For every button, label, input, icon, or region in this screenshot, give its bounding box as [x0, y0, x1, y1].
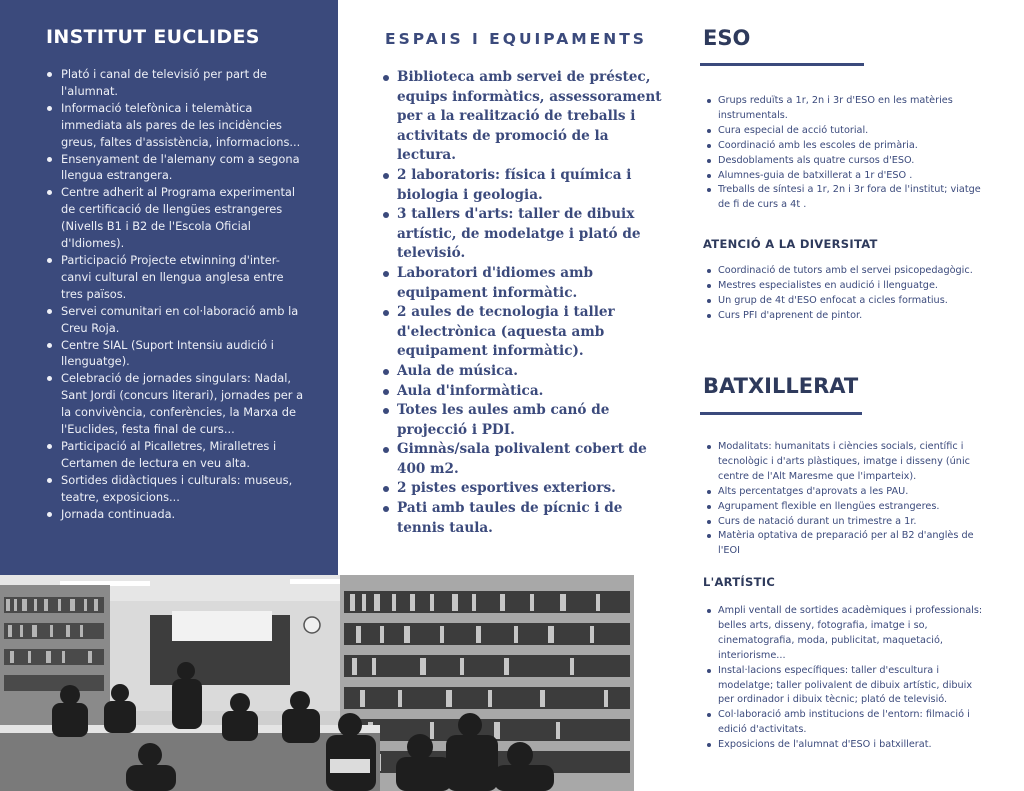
list-item: Col·laboració amb institucions de l'entorn: filmació i edició d'activitats. [704, 708, 984, 738]
left-panel [0, 0, 338, 575]
list-item: Sortides didàctiques i culturals: museus, teatre, exposicions... [46, 472, 308, 506]
list-item: Participació Projecte etwinning d'inter-canvi cultural en llengua anglesa entre tres països. [46, 252, 308, 303]
eso-list [704, 94, 984, 213]
batxillerat-rule [700, 412, 862, 415]
left-list [46, 66, 308, 522]
list-item: Curs PFI d'aprenent de pintor. [704, 309, 984, 324]
diversitat-heading: ATENCIÓ A LA DIVERSITAT [703, 237, 878, 251]
list-item: Alts percentatges d'aprovats a les PAU. [704, 485, 984, 500]
list-item: Alumnes-guia de batxillerat a 1r d'ESO . [704, 169, 984, 184]
list-item: Biblioteca amb servei de préstec, equips informàtics, assessorament per a la realització de treballs i activitats de promoció de la lectura. [382, 68, 670, 166]
list-item: Mestres especialistes en audició i llenguatge. [704, 279, 984, 294]
list-item: Pati amb taules de pícnic i de tennis taula. [382, 499, 670, 538]
list-item: Servei comunitari en col·laboració amb la Creu Roja. [46, 303, 308, 337]
list-item: Treballs de síntesi a 1r, 2n i 3r fora de l'institut; viatge de fi de curs a 4t . [704, 183, 984, 213]
batxillerat-heading: BATXILLERAT [703, 374, 859, 398]
eso-heading: ESO [703, 26, 751, 50]
middle-title: ESPAIS I EQUIPAMENTS [385, 30, 647, 48]
library-photo [0, 575, 634, 791]
list-item: 2 laboratoris: física i química i biologia i geologia. [382, 166, 670, 205]
artistic-list [704, 604, 984, 753]
list-item: Aula de música. [382, 362, 670, 382]
list-item: Laboratori d'idiomes amb equipament informàtic. [382, 264, 670, 303]
list-item: Exposicions de l'alumnat d'ESO i batxillerat. [704, 738, 984, 753]
middle-list [382, 68, 670, 538]
list-item: Cura especial de acció tutorial. [704, 124, 984, 139]
list-item: 2 pistes esportives exteriors. [382, 479, 670, 499]
diversitat-list [704, 264, 984, 324]
list-item: 2 aules de tecnologia i taller d'electrònica (aquesta amb equipament informàtic). [382, 303, 670, 362]
list-item: Instal·lacions específiques: taller d'escultura i modelatge; taller polivalent de dibuix artístic, dibuix per ordinador i dibuix tècnic; plató de televisió. [704, 664, 984, 709]
list-item: Centre adherit al Programa experimental de certificació de llengües estrangeres (Nivells B1 i B2 de l'Escola Oficial d'Idiomes). [46, 184, 308, 252]
list-item: Coordinació amb les escoles de primària. [704, 139, 984, 154]
list-item: Aula d'informàtica. [382, 382, 670, 402]
list-item: Agrupament flexible en llengües estrangeres. [704, 500, 984, 515]
list-item: 3 tallers d'arts: taller de dibuix artístic, de modelatge i plató de televisió. [382, 205, 670, 264]
list-item: Modalitats: humanitats i ciències socials, científic i tecnològic i d'arts plàstiques, imatge i disseny (únic centre de l'Alt Maresme que l'imparteix). [704, 440, 984, 485]
middle-column [340, 30, 670, 538]
list-item: Totes les aules amb canó de projecció i PDI. [382, 401, 670, 440]
list-item: Un grup de 4t d'ESO enfocat a cicles formatius. [704, 294, 984, 309]
list-item: Jornada continuada. [46, 506, 308, 523]
list-item: Coordinació de tutors amb el servei psicopedagògic. [704, 264, 984, 279]
artistic-heading: L'ARTÍSTIC [703, 575, 776, 589]
list-item: Ensenyament de l'alemany com a segona llengua estrangera. [46, 151, 308, 185]
list-item: Ampli ventall de sortides acadèmiques i professionals: belles arts, disseny, fotografia, imatge i so, cinematografia, moda, publicitat, maquetació, interiorisme... [704, 604, 984, 664]
batxillerat-list [704, 440, 984, 559]
list-item: Gimnàs/sala polivalent cobert de 400 m2. [382, 440, 670, 479]
left-title: INSTITUT EUCLIDES [46, 26, 260, 48]
list-item: Plató i canal de televisió per part de l'alumnat. [46, 66, 308, 100]
list-item: Curs de natació durant un trimestre a 1r. [704, 515, 984, 530]
list-item: Matèria optativa de preparació per al B2 d'anglès de l'EOI [704, 529, 984, 559]
list-item: Centre SIAL (Suport Intensiu audició i llenguatge). [46, 337, 308, 371]
list-item: Celebració de jornades singulars: Nadal, Sant Jordi (concurs literari), jornades per a la convivència, conferències, la Marxa de l'Euclides, festa final de curs... [46, 370, 308, 438]
list-item: Informació telefònica i telemàtica immediata als pares de les incidències greus, faltes d'assistència, informacions... [46, 100, 308, 151]
list-item: Grups reduïts a 1r, 2n i 3r d'ESO en les matèries instrumentals. [704, 94, 984, 124]
list-item: Participació al Picalletres, Miralletres i Certamen de lectura en veu alta. [46, 438, 308, 472]
list-item: Desdoblaments als quatre cursos d'ESO. [704, 154, 984, 169]
eso-rule [700, 63, 864, 66]
